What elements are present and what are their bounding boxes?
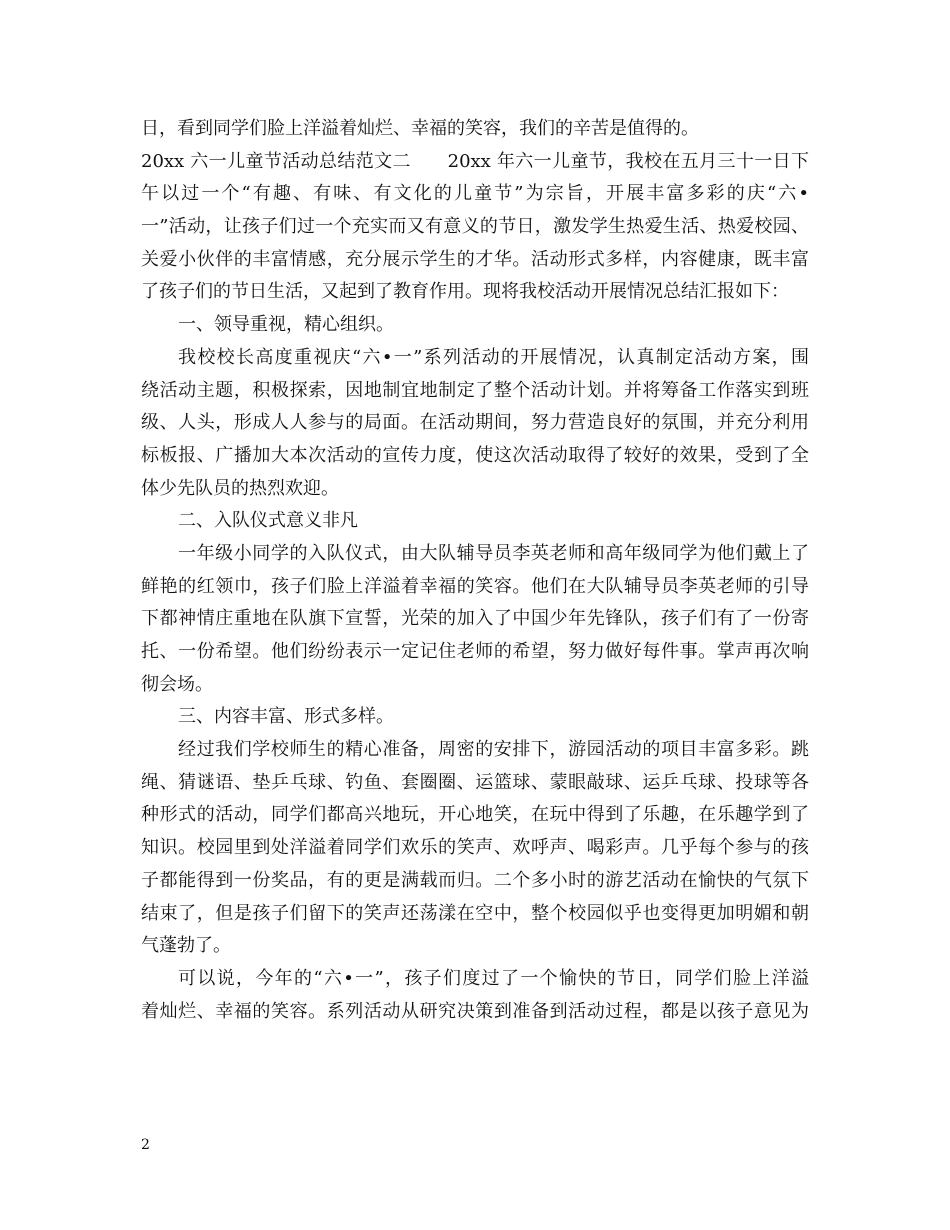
text-line: 关爱小伙伴的丰富情感，充分展示学生的才华。活动形式多样，内容健康，既丰富 [141, 248, 809, 270]
text-line: 一”活动，让孩子们过一个充实而又有意义的节日，激发学生热爱生活、热爱校园、 [141, 216, 809, 238]
paragraph-first-line: 一年级小同学的入队仪式，由大队辅导员李英老师和高年级同学为他们戴上了 [178, 542, 809, 564]
paragraph-first-line: 可以说，今年的“六•一”，孩子们度过了一个愉快的节日，同学们脸上洋溢 [178, 967, 809, 989]
paragraph-first-line: 经过我们学校师生的精心准备，周密的安排下，游园活动的项目丰富多彩。跳 [178, 739, 809, 761]
text-line: 气蓬勃了。 [141, 935, 231, 957]
section-heading: 一、领导重视，精心组织。 [178, 314, 394, 336]
text-line: 体少先队员的热烈欢迎。 [141, 477, 339, 499]
text-line: 绕活动主题，积极探索，因地制宜地制定了整个活动计划。并将筹备工作落实到班 [141, 379, 809, 401]
text-line: 种形式的活动，同学们都高兴地玩，开心地笑，在玩中得到了乐趣，在乐趣学到了 [141, 804, 809, 826]
text-line: 标板报、广播加大本次活动的宣传力度，使这次活动取得了较好的效果，受到了全 [141, 444, 809, 466]
text-line: 子都能得到一份奖品，有的更是满载而归。二个多小时的游艺活动在愉快的气氛下 [141, 869, 809, 891]
text-line: 级、人头，形成人人参与的局面。在活动期间，努力营造良好的氛围，并充分利用 [141, 412, 809, 434]
text-line: 着灿烂、幸福的笑容。系列活动从研究决策到准备到活动过程，都是以孩子意见为 [141, 1000, 809, 1022]
text-line: 了孩子们的节日生活，又起到了教育作用。现将我校活动开展情况总结汇报如下： [141, 281, 789, 303]
page-number: 2 [141, 1137, 150, 1153]
section-heading: 二、入队仪式意义非凡 [178, 510, 358, 532]
text-line: 日，看到同学们脸上洋溢着灿烂、幸福的笑容，我们的辛苦是值得的。 [141, 118, 699, 139]
text-line: 午以过一个“有趣、有味、有文化的儿童节”为宗旨，开展丰富多彩的庆“六• [141, 183, 809, 205]
text-line: 彻会场。 [141, 673, 213, 695]
text-line: 绳、猜谜语、垫乒乓球、钓鱼、套圈圈、运篮球、蒙眼敲球、运乒乓球、投球等各 [141, 771, 809, 793]
section-heading: 三、内容丰富、形式多样。 [178, 706, 394, 728]
text-line: 托、一份希望。他们纷纷表示一定记住老师的希望，努力做好每件事。掌声再次响 [141, 641, 809, 662]
paragraph-first-line: 我校校长高度重视庆“六•一”系列活动的开展情况，认真制定活动方案，围 [178, 346, 809, 368]
body-text [141, 113, 809, 1028]
section-heading-line: 20xx 六一儿童节活动总结范文二 20xx 年六一儿童节，我校在五月三十一日下 [141, 150, 809, 172]
text-line: 鲜艳的红领巾，孩子们脸上洋溢着幸福的笑容。他们在大队辅导员李英老师的引导 [141, 575, 809, 597]
text-line: 知识。校园里到处洋溢着同学们欢乐的笑声、欢呼声、喝彩声。几乎每个参与的孩 [141, 837, 809, 859]
text-line: 下都神情庄重地在队旗下宣誓，光荣的加入了中国少年先锋队，孩子们有了一份寄 [141, 608, 809, 630]
text-line: 结束了，但是孩子们留下的笑声还荡漾在空中，整个校园似乎也变得更加明媚和朝 [141, 902, 809, 924]
